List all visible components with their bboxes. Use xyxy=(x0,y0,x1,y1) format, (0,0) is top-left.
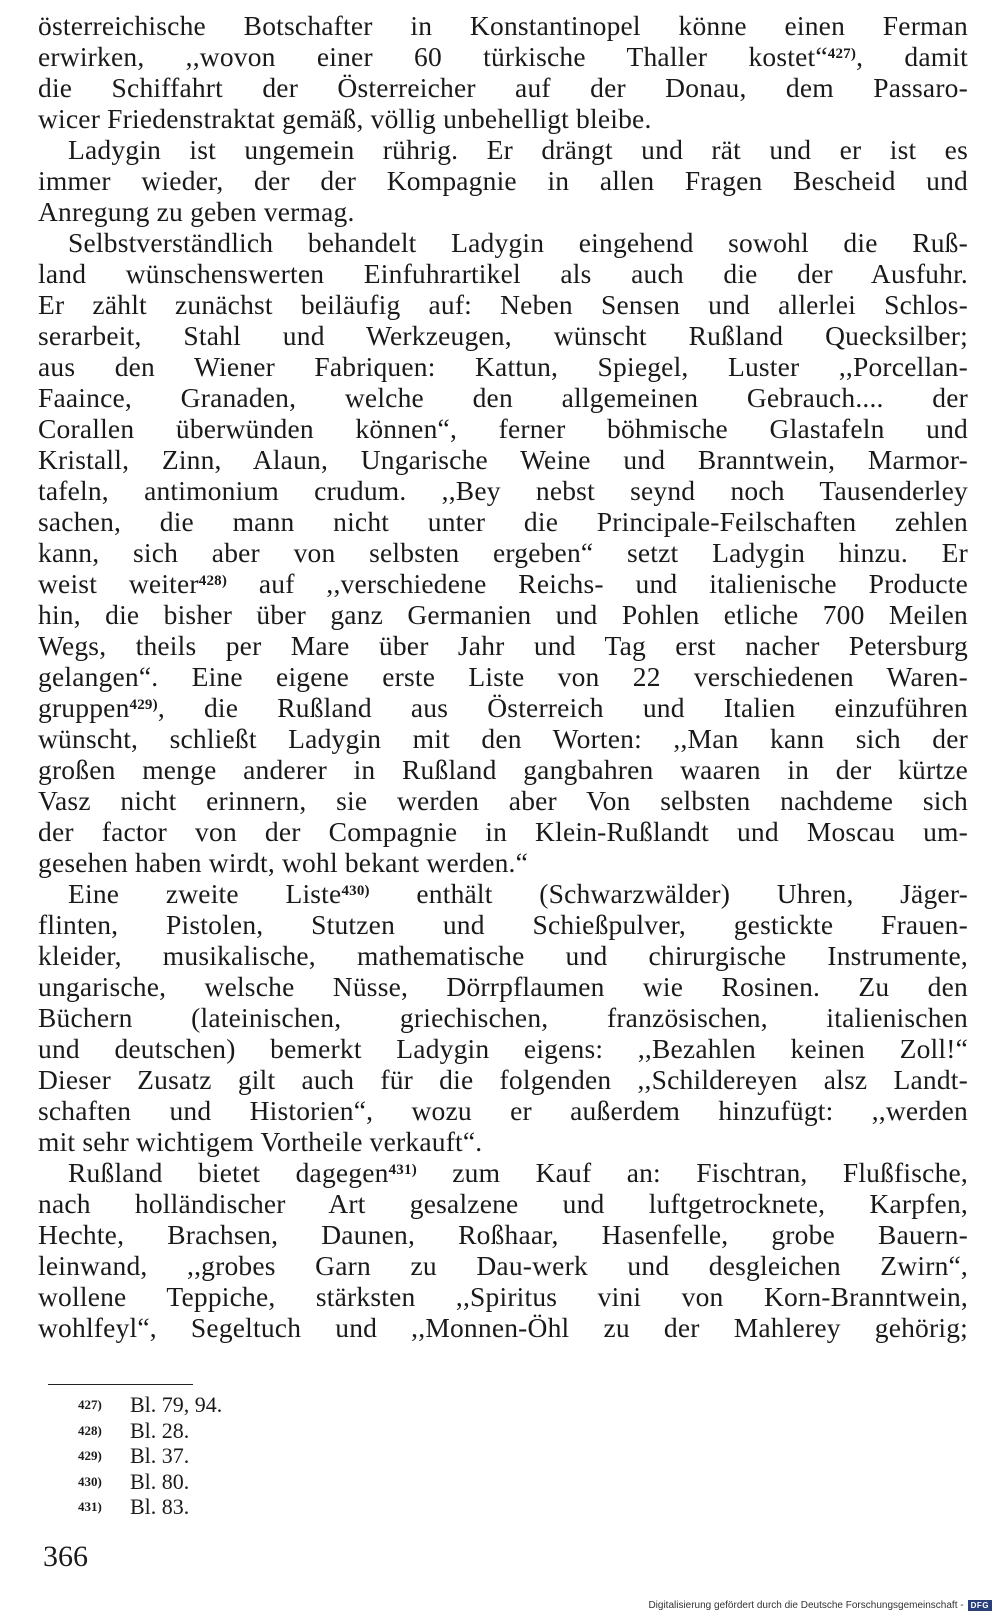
text-line xyxy=(38,1002,968,1033)
text-segment: nach holländischer Art gesalzene und luftgetrocknete, Karpfen, xyxy=(38,1188,968,1219)
digitization-credit xyxy=(648,1600,992,1611)
text-line xyxy=(38,134,968,165)
text-line xyxy=(38,692,968,723)
text-line xyxy=(38,41,968,72)
text-line xyxy=(38,1312,968,1343)
text-segment: hin, die bisher über ganz Germanien und Pohlen etliche 700 Meilen xyxy=(38,599,968,630)
text-segment: weist weiter xyxy=(38,568,199,599)
text-line xyxy=(38,971,968,1002)
text-line xyxy=(38,165,968,196)
footnote-ref[interactable]: 428) xyxy=(198,573,228,589)
text-line xyxy=(38,351,968,382)
footnote-number: 428) xyxy=(78,1422,102,1438)
text-segment: Wegs, theils per Mare über Jahr und Tag erst nacher Petersburg xyxy=(38,630,968,661)
text-line xyxy=(38,723,968,754)
text-segment: gelangen“. Eine eigene erste Liste von 22 verschiedenen Waren- xyxy=(38,661,968,692)
text-segment: ungarische, welsche Nüsse, Dörrpflaumen wie Rosinen. Zu den xyxy=(38,971,968,1002)
text-line xyxy=(38,599,968,630)
text-line xyxy=(38,258,968,289)
text-line xyxy=(38,103,968,134)
text-line xyxy=(38,382,968,413)
text-line xyxy=(38,1033,968,1064)
footnote-number: 430) xyxy=(78,1473,102,1489)
text-segment: kann, sich aber von selbsten ergeben“ setzt Ladygin hinzu. Er xyxy=(38,537,968,568)
text-segment: wünscht, schließt Ladygin mit den Worten: ,,Man kann sich der xyxy=(38,723,968,754)
text-segment: leinwand, ,,grobes Garn zu Dau-werk und desgleichen Zwirn“, xyxy=(38,1250,968,1281)
text-segment: Corallen überwünden können“, ferner böhmische Glastafeln und xyxy=(38,413,968,444)
credit-text: Digitalisierung gefördert durch die Deutsche Forschungsgemeinschaft - xyxy=(648,1600,964,1611)
text-segment: Anregung zu geben vermag. xyxy=(38,196,355,227)
text-segment: , die Rußland aus Österreich und Italien einzuführen xyxy=(157,692,968,723)
text-line xyxy=(38,1250,968,1281)
text-segment: serarbeit, Stahl und Werkzeugen, wünscht Rußland Quecksilber; xyxy=(38,320,968,351)
text-segment: Er zählt zunächst beiläufig auf: Neben Sensen und allerlei Schlos- xyxy=(38,289,968,320)
text-segment: großen menge anderer in Rußland gangbahren waaren in der kürtze xyxy=(38,754,968,785)
footnote-rule xyxy=(48,1384,193,1385)
text-segment: Kristall, Zinn, Alaun, Ungarische Weine und Branntwein, Marmor- xyxy=(38,444,968,475)
text-segment: wohlfeyl“, Segeltuch und ,,Monnen-Öhl zu der Mahlerey gehörig; xyxy=(38,1312,968,1343)
text-segment: wicer Friedenstraktat gemäß, völlig unbehelligt bleibe. xyxy=(38,103,652,134)
text-line xyxy=(38,1219,968,1250)
text-line xyxy=(38,1064,968,1095)
footnote-number: 429) xyxy=(78,1448,102,1463)
text-line xyxy=(38,1095,968,1126)
text-line xyxy=(38,10,968,41)
text-line xyxy=(38,816,968,847)
text-segment: die Schiffahrt der Österreicher auf der Donau, dem Passaro- xyxy=(38,72,968,103)
text-segment: sachen, die mann nicht unter die Principale-Feilschaften zehlen xyxy=(38,506,968,537)
footnote-ref[interactable]: 429) xyxy=(129,697,158,713)
text-segment: gesehen haben wirdt, wohl bekant werden.“ xyxy=(38,847,529,878)
footnote xyxy=(78,1469,222,1495)
footnote-ref[interactable]: 430) xyxy=(341,883,370,899)
text-line xyxy=(38,909,968,940)
footnote xyxy=(78,1392,222,1418)
body-text xyxy=(38,10,968,1343)
text-segment: Hechte, Brachsen, Daunen, Roßhaar, Hasenfelle, grobe Bauern- xyxy=(38,1219,968,1250)
text-line xyxy=(38,72,968,103)
dfg-logo: DFG xyxy=(968,1600,992,1611)
footnote xyxy=(78,1494,222,1520)
text-segment: Rußland bietet dagegen xyxy=(68,1157,389,1188)
footnote xyxy=(78,1418,222,1444)
text-line xyxy=(38,1281,968,1312)
text-segment: Vasz nicht erinnern, sie werden aber Von selbsten nachdeme sich xyxy=(38,785,968,816)
text-segment: gruppen xyxy=(38,692,130,723)
text-segment: der factor von der Compagnie in Klein-Rußlandt und Moscau um- xyxy=(38,816,968,847)
footnote-number: 431) xyxy=(78,1499,102,1514)
text-line xyxy=(38,475,968,506)
text-line xyxy=(38,1157,968,1188)
text-segment: österreichische Botschafter in Konstantinopel könne einen Ferman xyxy=(38,10,968,41)
footnote-number: 427) xyxy=(78,1397,102,1412)
text-line xyxy=(38,413,968,444)
footnote-text: Bl. 80. xyxy=(130,1468,190,1494)
footnote-ref[interactable]: 431) xyxy=(388,1162,417,1178)
text-line xyxy=(38,196,968,227)
text-segment: Dieser Zusatz gilt auch für die folgenden ,,Schildereyen alsz Landt- xyxy=(38,1064,968,1095)
text-line xyxy=(38,785,968,816)
text-segment: schaften und Historien“, wozu er außerdem hinzufügt: ,,werden xyxy=(38,1095,968,1126)
text-segment: mit sehr wichtigem Vortheile verkauft“. xyxy=(38,1126,483,1157)
footnote-text: Bl. 79, 94. xyxy=(130,1392,223,1417)
footnote xyxy=(78,1443,222,1469)
text-line xyxy=(38,568,968,599)
text-segment: Selbstverständlich behandelt Ladygin eingehend sowohl die Ruß- xyxy=(68,227,968,258)
text-segment: und deutschen) bemerkt Ladygin eigens: ,,Bezahlen keinen Zoll!“ xyxy=(38,1033,968,1064)
text-segment: tafeln, antimonium crudum. ,,Bey nebst seynd noch Tausenderley xyxy=(38,475,968,506)
text-line xyxy=(38,754,968,785)
footnote-text: Bl. 37. xyxy=(130,1443,190,1468)
footnote-text: Bl. 28. xyxy=(130,1417,190,1443)
text-line xyxy=(38,661,968,692)
text-line xyxy=(38,878,968,909)
text-segment: enthält (Schwarzwälder) Uhren, Jäger- xyxy=(369,878,968,909)
text-segment: kleider, musikalische, mathematische und chirurgische Instrumente, xyxy=(38,940,968,971)
text-line xyxy=(38,320,968,351)
page-number: 366 xyxy=(43,1540,88,1573)
text-segment: wollene Teppiche, stärksten ,,Spiritus vini von Korn-Branntwein, xyxy=(38,1281,968,1312)
text-line xyxy=(38,847,968,878)
text-segment: erwirken, ,,wovon einer 60 türkische Thaller kostet“ xyxy=(38,41,828,72)
footnote-ref[interactable]: 427) xyxy=(827,46,857,62)
text-segment: zum Kauf an: Fischtran, Flußfische, xyxy=(416,1157,968,1188)
text-line xyxy=(38,630,968,661)
footnotes xyxy=(78,1392,222,1520)
footnote-text: Bl. 83. xyxy=(130,1494,190,1519)
text-line xyxy=(38,1126,968,1157)
text-line xyxy=(38,506,968,537)
text-segment: , damit xyxy=(856,41,968,72)
text-segment: auf ,,verschiedene Reichs- und italienische Producte xyxy=(227,568,968,599)
text-segment: Eine zweite Liste xyxy=(68,878,342,909)
text-segment: immer wieder, der der Kompagnie in allen Fragen Bescheid und xyxy=(38,165,968,196)
text-segment: aus den Wiener Fabriquen: Kattun, Spiegel, Luster ,,Porcellan- xyxy=(38,351,968,382)
text-line xyxy=(38,537,968,568)
text-segment: Büchern (lateinischen, griechischen, französischen, italienischen xyxy=(38,1002,968,1033)
text-segment: flinten, Pistolen, Stutzen und Schießpulver, gestickte Frauen- xyxy=(38,909,968,940)
text-line xyxy=(38,1188,968,1219)
text-segment: land wünschenswerten Einfuhrartikel als auch die der Ausfuhr. xyxy=(38,258,968,289)
text-line xyxy=(38,444,968,475)
text-line xyxy=(38,289,968,320)
text-segment: Faaince, Granaden, welche den allgemeinen Gebrauch.... der xyxy=(38,382,968,413)
text-line xyxy=(38,227,968,258)
text-segment: Ladygin ist ungemein rührig. Er drängt und rät und er ist es xyxy=(68,134,968,165)
text-line xyxy=(38,940,968,971)
